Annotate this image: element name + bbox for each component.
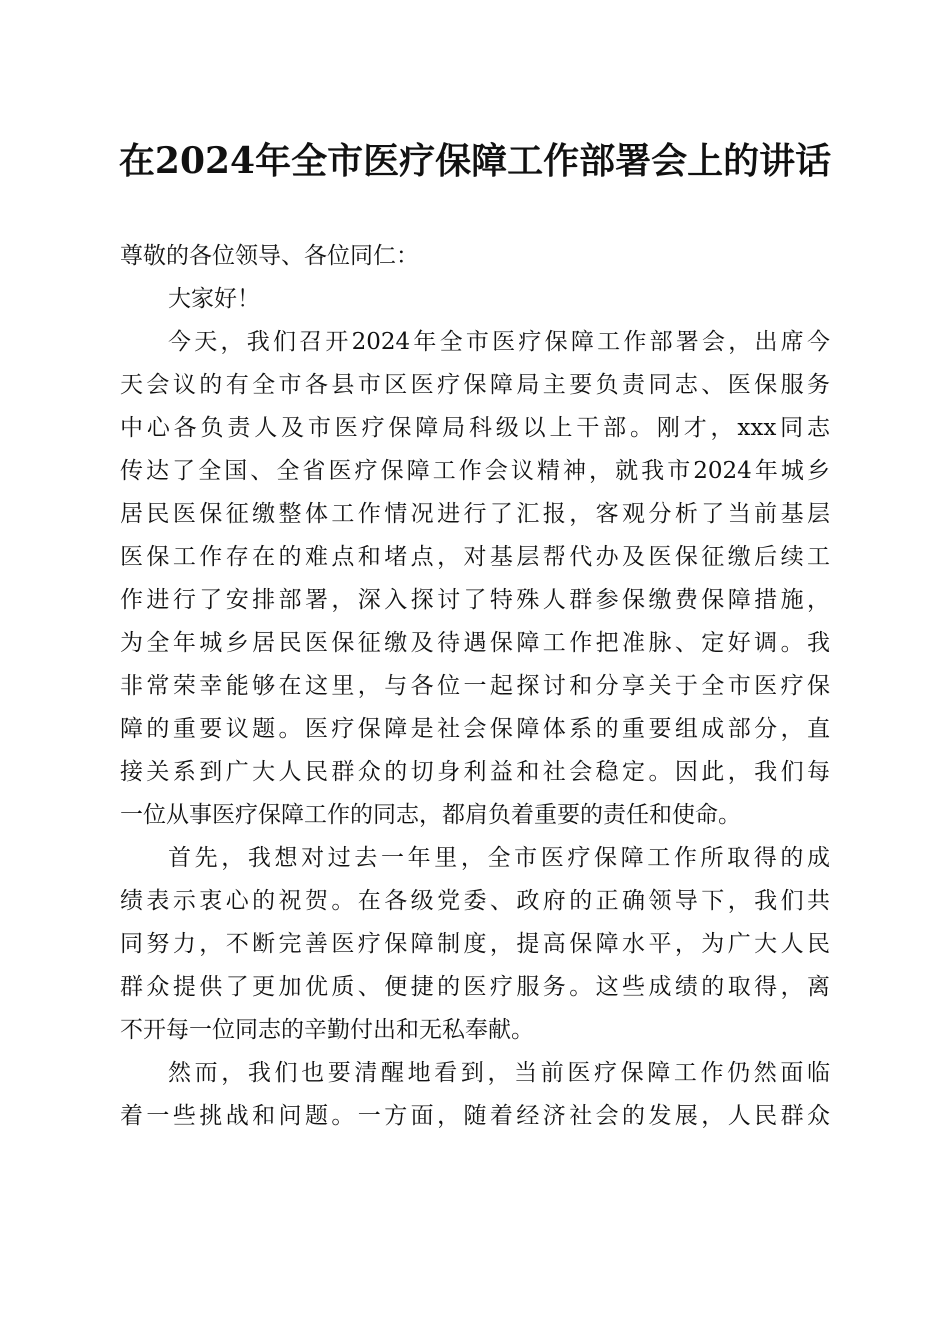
- text-line: 医保工作存在的难点和堵点，对基层帮代办及医保征缴后续工: [120, 544, 830, 570]
- text-line: 接关系到广大人民群众的切身利益和社会稳定。因此，我们每: [120, 759, 830, 785]
- text-line: 居民医保征缴整体工作情况进行了汇报，客观分析了当前基层: [120, 501, 830, 527]
- text-line: 障的重要议题。医疗保障是社会保障体系的重要组成部分，直: [120, 716, 830, 742]
- text-line: 作进行了安排部署，深入探讨了特殊人群参保缴费保障措施，: [120, 587, 830, 613]
- text-line: 传达了全国、全省医疗保障工作会议精神，就我市2024年城乡: [120, 458, 830, 484]
- text-line: 同努力，不断完善医疗保障制度，提高保障水平，为广大人民: [120, 931, 830, 957]
- text-line: 非常荣幸能够在这里，与各位一起探讨和分享关于全市医疗保: [120, 673, 830, 699]
- text-line: 天会议的有全市各县市区医疗保障局主要负责同志、医保服务: [120, 372, 830, 398]
- text-line: 绩表示衷心的祝贺。在各级党委、政府的正确领导下，我们共: [120, 888, 830, 914]
- salutation: 尊敬的各位领导、各位同仁：: [120, 243, 419, 269]
- text-line: 群众提供了更加优质、便捷的医疗服务。这些成绩的取得，离: [120, 974, 830, 1000]
- document-body: [120, 278, 830, 1138]
- text-line: 今天，我们召开2024年全市医疗保障工作部署会，出席今: [168, 329, 830, 355]
- text-line: 大家好！: [168, 286, 260, 312]
- text-line: 一位从事医疗保障工作的同志，都肩负着重要的责任和使命。: [120, 802, 741, 828]
- text-line: 然而，我们也要清醒地看到，当前医疗保障工作仍然面临: [168, 1060, 830, 1086]
- text-line: 着一些挑战和问题。一方面，随着经济社会的发展，人民群众: [120, 1103, 830, 1129]
- text-line: 首先，我想对过去一年里，全市医疗保障工作所取得的成: [168, 845, 830, 871]
- text-line: 为全年城乡居民医保征缴及待遇保障工作把准脉、定好调。我: [120, 630, 830, 656]
- text-line: 中心各负责人及市医疗保障局科级以上干部。刚才，xxx同志: [120, 415, 830, 441]
- text-line: 不开每一位同志的辛勤付出和无私奉献。: [120, 1017, 534, 1043]
- document-title: 在2024年全市医疗保障工作部署会上的讲话: [118, 140, 832, 182]
